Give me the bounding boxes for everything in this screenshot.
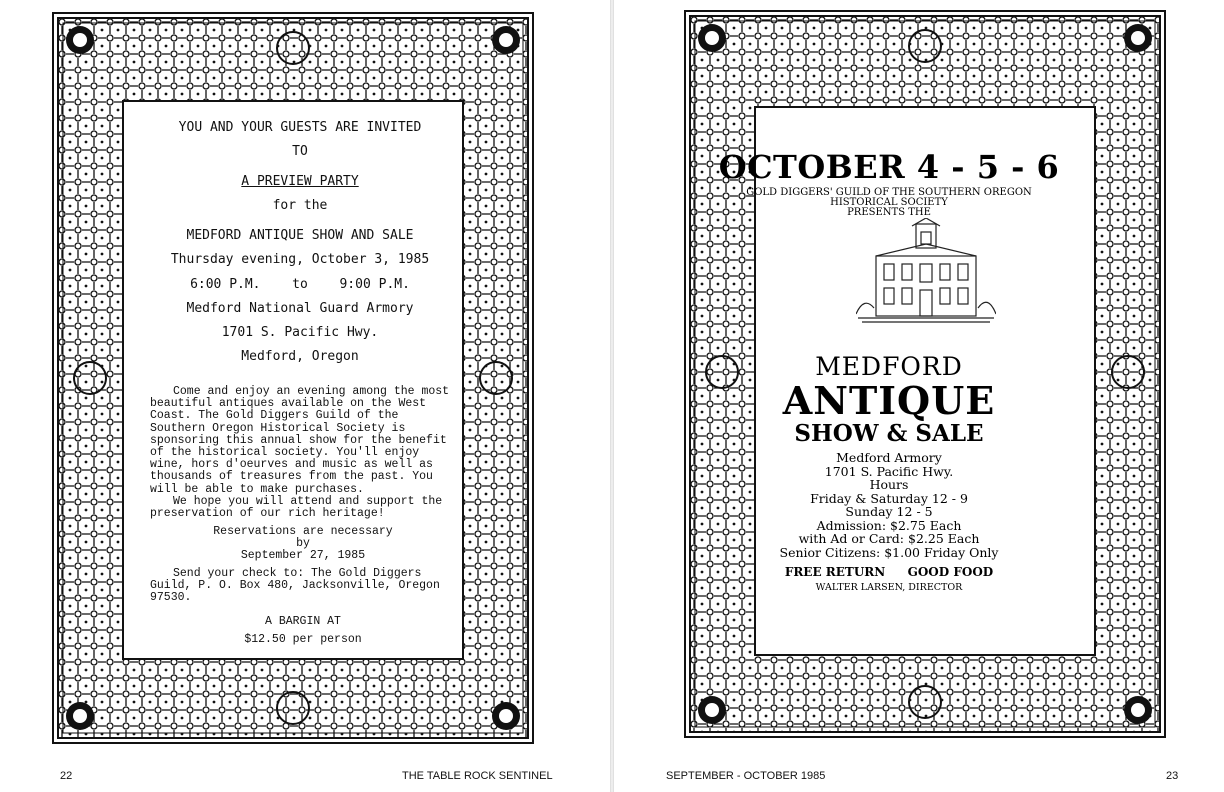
event-name: MEDFORD ANTIQUE SHOW AND SALE <box>186 228 414 243</box>
senior-price: Senior Citizens: $1.00 Friday Only <box>779 544 999 560</box>
presenter-line-1: GOLD DIGGERS' GUILD OF THE SOUTHERN OREGON <box>746 187 1032 198</box>
presenter-line-3: PRESENTS THE <box>847 207 931 218</box>
presenter-line-2: HISTORICAL SOCIETY <box>830 197 948 208</box>
price-per-person: $12.50 per person <box>244 633 362 647</box>
venue-name: Medford National Guard Armory <box>186 301 414 316</box>
armory-building-illustration <box>856 218 996 330</box>
price-block <box>150 616 456 646</box>
invite-for: for the <box>272 198 328 213</box>
right-page-number: 23 <box>1166 770 1179 782</box>
bargain-label: A BARGIN AT <box>265 615 341 628</box>
free-return: FREE RETURN <box>784 565 886 579</box>
good-food: GOOD FOOD <box>907 565 994 579</box>
admission-with-ad: with Ad or Card: $2.25 Each <box>798 531 980 546</box>
city-heading: MEDFORD <box>815 352 963 381</box>
event-time <box>0 277 610 292</box>
venue-name: Medford Armory <box>836 450 942 465</box>
reservations-block <box>150 526 456 563</box>
show-sale-heading: SHOW & SALE <box>794 420 984 447</box>
left-page-number: 22 <box>60 770 73 782</box>
invite-to: TO <box>292 144 308 159</box>
body-paragraph-1: Come and enjoy an evening among the most beautiful antiques available on the West Coast. The Gold Diggers Guild of the Southern Oregon Historical Society is sponsoring this annual show for the benefit of the historical society. You'll enjoy wine, hors d'oeurves and music as well as thousands of treasures from the past. You will be able to make purchases. <box>150 385 450 496</box>
preview-party-wrap <box>0 174 610 189</box>
reservations-note: Reservations are necessary <box>213 525 393 538</box>
invitation-body <box>150 386 456 520</box>
left-page <box>0 0 610 792</box>
body-paragraph-2: We hope you will attend and support the preservation of our rich heritage! <box>150 494 443 521</box>
time-start: 6:00 P.M. <box>190 277 261 292</box>
reservations-deadline: September 27, 1985 <box>240 549 366 563</box>
hours-fri-sat: Friday & Saturday 12 - 9 <box>810 490 968 506</box>
admission-price: Admission: $2.75 Each <box>816 517 962 533</box>
invite-line: YOU AND YOUR GUESTS ARE INVITED <box>178 120 422 135</box>
send-check-block <box>150 568 456 605</box>
issue-date: SEPTEMBER - OCTOBER 1985 <box>666 770 826 782</box>
preview-party-heading: A PREVIEW PARTY <box>241 174 359 189</box>
show-director: WALTER LARSEN, DIRECTOR <box>815 582 963 593</box>
send-check-text: Send your check to: The Gold Diggers Guild, P. O. Box 480, Jacksonville, Oregon 97530. <box>150 567 440 605</box>
venue-city: Medford, Oregon <box>241 349 359 364</box>
reservations-by: by <box>296 537 310 551</box>
venue-address: 1701 S. Pacific Hwy. <box>221 325 379 340</box>
venue-address: 1701 S. Pacific Hwy. <box>824 463 954 479</box>
perks-line <box>696 566 1082 580</box>
right-page <box>614 0 1224 792</box>
hours-sunday: Sunday 12 - 5 <box>845 504 933 519</box>
publication-name: THE TABLE ROCK SENTINEL <box>402 770 553 782</box>
event-dates: OCTOBER 4 - 5 - 6 <box>718 148 1060 186</box>
time-end: 9:00 P.M. <box>339 277 410 292</box>
event-date: Thursday evening, October 3, 1985 <box>170 252 430 267</box>
time-to: to <box>292 277 308 292</box>
event-details <box>696 451 1082 559</box>
hours-label: Hours <box>869 477 909 492</box>
antique-heading: ANTIQUE <box>782 378 996 423</box>
